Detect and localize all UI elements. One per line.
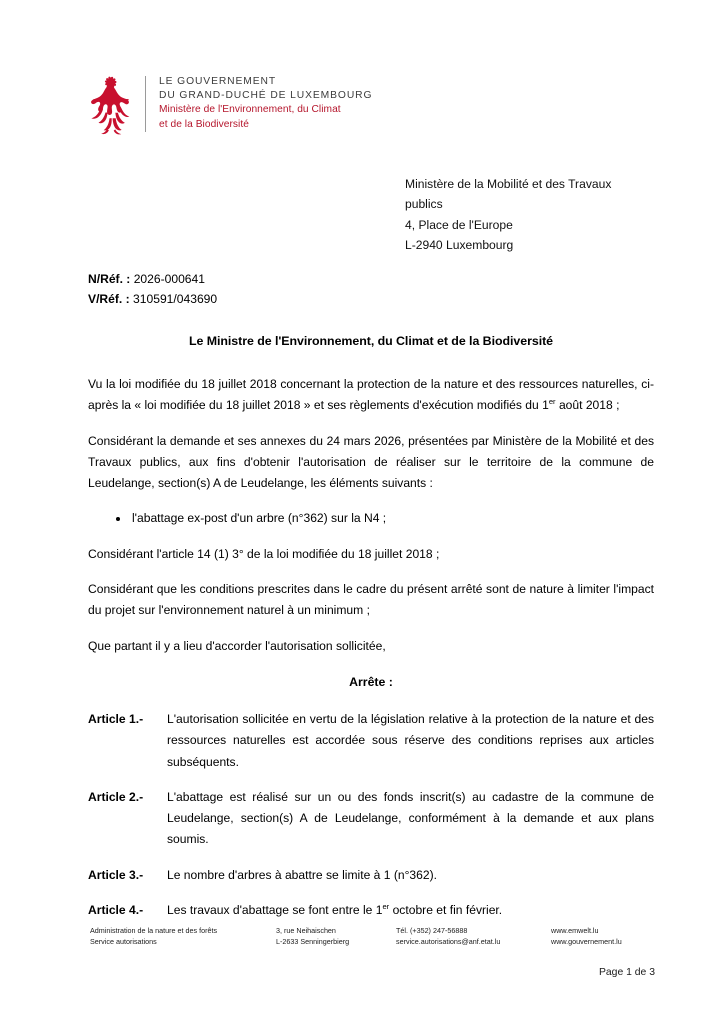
article-3-text: Le nombre d'arbres à abattre se limite à 1 (n°362). — [167, 867, 437, 882]
recipient-line-2: publics — [405, 197, 443, 212]
arrete-heading: Arrête : — [349, 674, 393, 689]
paragraph-considerant-demande: Considérant la demande et ses annexes du 24 mars 2026, présentées par Ministère de la Mobilité et des Travaux publics, aux fins d'obtenir l'autorisation de réaliser sur le territoire de la commune de Leudelange, section(s) A de Leudelange, les éléments suivants : — [88, 433, 654, 491]
footer-column-contact — [396, 925, 551, 948]
our-reference — [88, 270, 217, 290]
paragraph-vu-ordinal: er — [548, 397, 556, 407]
paragraph-que-partant: Que partant il y a lieu d'accorder l'autorisation sollicitée, — [88, 638, 386, 653]
article-4 — [88, 900, 654, 921]
paragraph-vu-part1: Vu la loi modifiée du 18 juillet 2018 concernant la protection de la nature et des ressources naturelles, ci-après la « loi modifiée du 18 juillet 2018 » et ses règlements d'exécution modifiés du 1 — [88, 377, 654, 413]
their-reference-value: 310591/043690 — [133, 291, 218, 306]
article-4-ordinal: er — [382, 902, 390, 912]
footer-email[interactable]: service.autorisations@anf.etat.lu — [396, 937, 501, 947]
their-reference — [88, 290, 217, 310]
recipient-line-1: Ministère de la Mobilité et des Travaux — [405, 177, 612, 191]
footer-website-gouvernement[interactable]: www.gouvernement.lu — [551, 937, 622, 947]
article-1 — [88, 709, 654, 773]
recipient-line-3: 4, Place de l'Europe — [405, 217, 513, 232]
footer-column-websites — [551, 925, 656, 948]
footer-street: 3, rue Neihaischen — [276, 926, 336, 935]
document-body — [88, 374, 654, 935]
footer-column-address — [276, 925, 396, 948]
footer-website-emwelt[interactable]: www.emwelt.lu — [551, 926, 599, 935]
page-number: Page 1 de 3 — [598, 967, 655, 978]
article-1-text: L'autorisation sollicitée en vertu de la législation relative à la protection de la nature et des ressources naturelles est accordée sous réserve des conditions reprises aux articles subséquents. — [167, 711, 654, 769]
article-2 — [88, 787, 654, 851]
footer-phone: Tél. (+352) 247-56888 — [396, 926, 468, 935]
ministry-line-1: Ministère de l'Environnement, du Climat — [159, 104, 341, 116]
their-reference-label: V/Réf. : — [88, 291, 130, 306]
paragraph-considerant-article: Considérant l'article 14 (1) 3° de la loi modifiée du 18 juillet 2018 ; — [88, 546, 440, 561]
elements-list — [88, 508, 654, 529]
footer-department-service: Service autorisations — [90, 937, 157, 947]
paragraph-vu — [88, 374, 654, 417]
letterhead-text — [159, 74, 372, 132]
government-line-2: DU GRAND-DUCHÉ DE LUXEMBOURG — [159, 90, 373, 102]
article-2-text: L'abattage est réalisé sur un ou des fonds inscrit(s) au cadastre de la commune de Leudelange, section(s) A de Leudelange, conformément à la demande et aux plans soumis. — [167, 789, 654, 847]
article-4-text-part1: Les travaux d'abattage se font entre le 1 — [167, 903, 383, 918]
article-3 — [88, 865, 654, 886]
article-2-label: Article 2.- — [88, 789, 144, 804]
article-4-label: Article 4.- — [88, 903, 144, 918]
ministry-line-2: et de la Biodiversité — [159, 118, 249, 130]
page-footer — [90, 925, 656, 948]
letterhead-divider — [145, 76, 146, 132]
paragraph-considerant-conditions: Considérant que les conditions prescrites dans le cadre du présent arrêté sont de nature à limiter l'impact du projet sur l'environnement naturel à un minimum ; — [88, 582, 654, 618]
footer-city: L-2633 Senningerbierg — [276, 937, 350, 947]
footer-column-department — [90, 925, 276, 948]
article-3-label: Article 3.- — [88, 867, 144, 882]
page-title: Le Ministre de l'Environnement, du Climat et de la Biodiversité — [188, 334, 554, 348]
recipient-address — [405, 174, 665, 255]
recipient-line-4: L-2940 Luxembourg — [405, 237, 514, 252]
our-reference-label: N/Réf. : — [88, 272, 131, 286]
article-4-text-part2: octobre et fin février. — [389, 903, 503, 918]
government-line-1: LE GOUVERNEMENT — [159, 76, 277, 87]
article-1-label: Article 1.- — [88, 711, 144, 726]
letterhead — [88, 74, 372, 136]
paragraph-vu-part2: août 2018 ; — [555, 398, 620, 413]
reference-block — [88, 270, 217, 309]
our-reference-value: 2026-000641 — [133, 272, 205, 286]
luxembourg-red-lion-icon — [88, 74, 134, 136]
article-4-text — [167, 900, 654, 921]
footer-department-name: Administration de la nature et des forêts — [90, 926, 218, 935]
list-item: l'abattage ex-post d'un arbre (n°362) sur la N4 ; — [132, 508, 654, 529]
